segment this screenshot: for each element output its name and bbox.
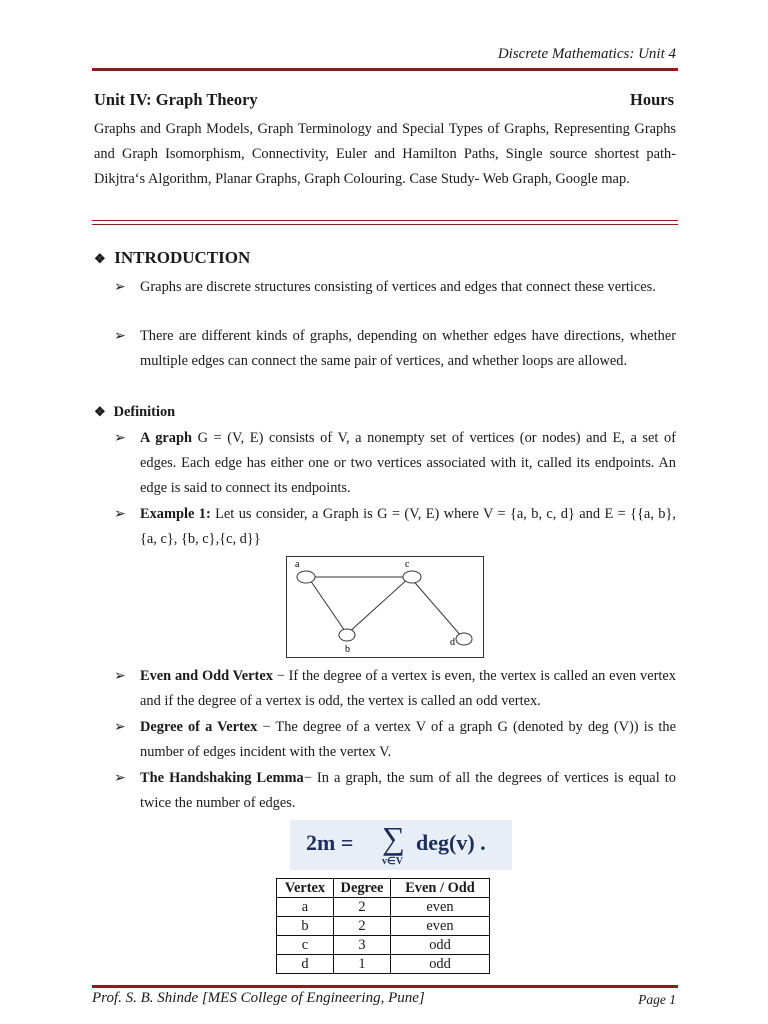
table-cell: b	[277, 917, 334, 936]
table-cell: odd	[391, 936, 490, 955]
table-header-row	[277, 879, 490, 898]
vertex-d	[456, 633, 472, 645]
sigma-icon: ∑	[382, 820, 405, 856]
formula-rhs: deg(v) .	[416, 830, 486, 855]
header-rule	[92, 68, 678, 71]
table-cell: 3	[334, 936, 391, 955]
introduction-heading-text: INTRODUCTION	[114, 248, 251, 267]
handshake-formula	[290, 820, 512, 870]
formula-sub: v∈V	[382, 856, 403, 867]
intro-bullet-1	[114, 275, 676, 300]
graph-term: A graph	[140, 430, 192, 446]
syllabus-rule-bottom	[92, 224, 678, 225]
even-odd-text: − If the degree of a vertex is even, the vertex is called an even vertex and if the degree of a vertex is odd, the vertex is called an odd vertex.	[140, 668, 676, 710]
example-text: Let us consider, a Graph is G = (V, E) where V = {a, b, c, d} and E = {{a, b}, {a, c}, {b, c},{c, d}}	[140, 506, 676, 548]
arrow-bullet-icon: ➢	[114, 720, 126, 735]
example-graph-svg	[287, 557, 483, 657]
vertex-c	[403, 571, 421, 583]
example-graph-figure	[286, 556, 484, 658]
vertex-label-c: c	[405, 559, 410, 570]
definition-heading	[94, 404, 175, 421]
table-row	[277, 936, 490, 955]
column-header: Vertex	[277, 879, 334, 898]
running-header: Discrete Mathematics: Unit 4	[497, 46, 676, 62]
edge-a-b	[308, 577, 347, 634]
table-cell: a	[277, 898, 334, 917]
table-cell: even	[391, 898, 490, 917]
column-header: Even / Odd	[391, 879, 490, 898]
even-odd-vertex	[114, 664, 676, 714]
intro-bullet-2	[114, 324, 676, 374]
syllabus-rule-top	[92, 220, 678, 221]
even-odd-term: Even and Odd Vertex	[140, 668, 273, 684]
arrow-bullet-icon: ➢	[114, 507, 126, 522]
handshaking-lemma	[114, 766, 676, 816]
formula-lhs: 2m =	[306, 830, 354, 855]
arrow-bullet-icon: ➢	[114, 280, 126, 295]
vertex-label-a: a	[295, 559, 300, 570]
table-cell: c	[277, 936, 334, 955]
intro-bullet-text: There are different kinds of graphs, depending on whether edges have directions, whether multiple edges can connect the same pair of vertices, and whether loops are allowed.	[140, 328, 676, 370]
handshake-text: − In a graph, the sum of all the degrees of vertices is equal to twice the number of edges.	[140, 770, 676, 812]
column-header: Degree	[334, 879, 391, 898]
graph-definition-text: G = (V, E) consists of V, a nonempty set of vertices (or nodes) and E, a set of edges. Each edge has either one or two vertices associated with it, called its endpoints. An edge is said to connect its endpoints.	[140, 430, 676, 497]
table-row	[277, 955, 490, 974]
page-number: Page 1	[638, 992, 676, 1007]
arrow-bullet-icon: ➢	[114, 771, 126, 786]
table-cell: 1	[334, 955, 391, 974]
table-cell: 2	[334, 917, 391, 936]
table-cell: d	[277, 955, 334, 974]
handshake-term: The Handshaking Lemma	[140, 770, 304, 786]
example-term: Example 1:	[140, 506, 211, 522]
table-cell: even	[391, 917, 490, 936]
diamond-bullet-icon: ❖	[94, 404, 106, 419]
edge-c-d	[410, 577, 462, 637]
introduction-heading	[94, 248, 250, 268]
table-cell: 2	[334, 898, 391, 917]
vertex-label-d: d	[450, 637, 455, 648]
hours-label: Hours	[629, 90, 674, 109]
arrow-bullet-icon: ➢	[114, 669, 126, 684]
table-cell: odd	[391, 955, 490, 974]
intro-bullet-text: Graphs are discrete structures consisting of vertices and edges that connect these vertices.	[140, 279, 656, 295]
table-row	[277, 917, 490, 936]
degree-of-vertex	[114, 715, 677, 765]
diamond-bullet-icon: ❖	[94, 251, 106, 266]
unit-title: Unit IV: Graph Theory	[94, 90, 258, 109]
footer-rule	[92, 985, 678, 988]
syllabus-text: Graphs and Graph Models, Graph Terminology and Special Types of Graphs, Representing Graphs and Graph Isomorphism, Connectivity, Euler and Hamilton Paths, Single source shortest path-Dikjtra‘s Algorithm, Planar Graphs, Graph Colouring. Case Study- Web Graph, Google map.	[94, 121, 676, 187]
arrow-bullet-icon: ➢	[114, 431, 126, 446]
example-1	[114, 502, 676, 552]
degree-table	[276, 878, 490, 974]
graph-definition	[114, 426, 676, 502]
table-row	[277, 898, 490, 917]
definition-heading-text: Definition	[113, 404, 176, 420]
arrow-bullet-icon: ➢	[114, 329, 126, 344]
edge-b-c	[347, 577, 410, 634]
vertex-b	[339, 629, 355, 641]
footer-author: Prof. S. B. Shinde [MES College of Engineering, Pune]	[92, 990, 425, 1006]
vertex-a	[297, 571, 315, 583]
vertex-label-b: b	[345, 644, 350, 655]
degree-term: Degree of a Vertex	[140, 719, 258, 735]
degree-text: − The degree of a vertex V of a graph G (denoted by deg (V)) is the number of edges incident with the vertex V.	[140, 719, 677, 761]
